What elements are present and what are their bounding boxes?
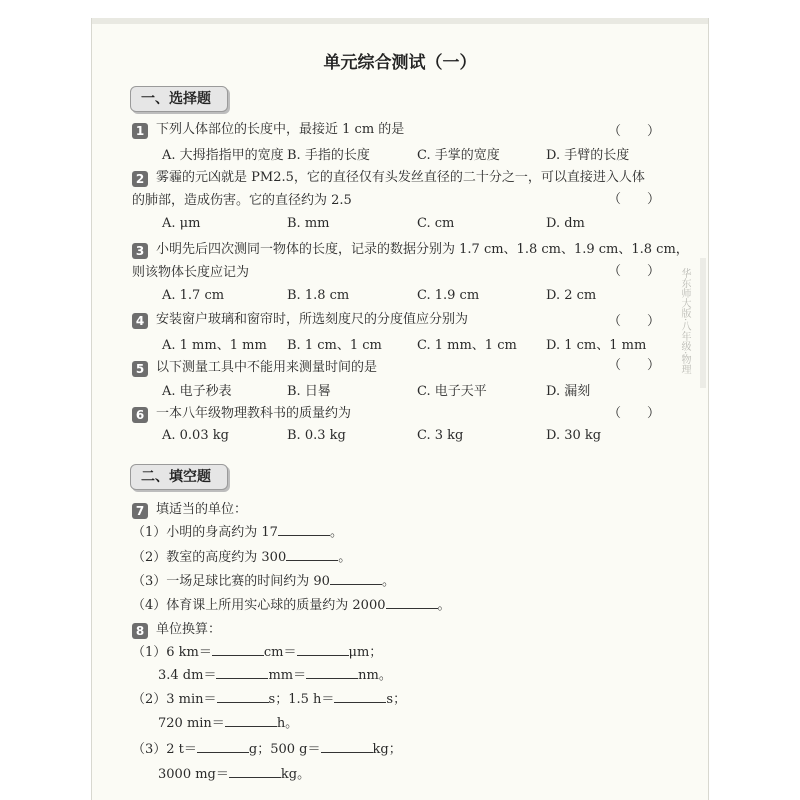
question-text: 安装窗户玻璃和窗帘时，所选刻度尺的分度值应分别为	[156, 312, 469, 327]
worksheet-page	[92, 18, 708, 800]
answer-blank[interactable]	[278, 523, 330, 536]
convert-text: （2）3 min＝	[132, 692, 217, 707]
question-5	[132, 358, 377, 378]
answer-blank[interactable]	[306, 666, 358, 679]
option-c: C. 3 kg	[417, 428, 464, 443]
option-b: B. 日晷	[287, 384, 331, 399]
answer-paren: （ ）	[608, 124, 661, 139]
convert-line-4	[158, 714, 298, 734]
section-choice-heading: 一、选择题	[130, 86, 228, 112]
convert-text: kg。	[280, 767, 311, 782]
question-4	[132, 310, 468, 330]
question-7	[132, 500, 247, 520]
answer-blank[interactable]	[297, 643, 349, 656]
question-number: 4	[132, 313, 148, 329]
convert-text: 720 min＝	[158, 716, 225, 731]
question-text: 下列人体部位的长度中，最接近 1 cm 的是	[156, 122, 405, 137]
question-text: 单位换算：	[156, 622, 222, 637]
question-2	[132, 168, 645, 188]
page-edge-strip	[700, 258, 706, 388]
answer-blank[interactable]	[321, 740, 373, 753]
fill-item-1	[132, 523, 343, 543]
convert-line-5	[132, 740, 402, 760]
convert-text: s；	[386, 692, 407, 707]
fill-text: （3）一场足球比赛的时间约为 90	[132, 574, 330, 589]
option-c: C. 1 mm、1 cm	[417, 338, 517, 353]
period: 。	[329, 525, 343, 540]
question-number: 7	[132, 503, 148, 519]
convert-text: nm。	[358, 668, 392, 683]
option-c: C. cm	[417, 216, 455, 231]
answer-blank[interactable]	[386, 596, 438, 609]
convert-text: （1）6 km＝	[132, 645, 212, 660]
option-a: A. 电子秒表	[162, 384, 232, 399]
convert-line-1	[132, 643, 382, 663]
convert-line-2	[158, 666, 392, 686]
convert-line-6	[158, 765, 310, 785]
option-b: B. 1.8 cm	[287, 288, 350, 303]
option-c: C. 1.9 cm	[417, 288, 480, 303]
convert-line-3	[132, 690, 406, 710]
option-b: B. 1 cm、1 cm	[287, 338, 382, 353]
question-number: 1	[132, 123, 148, 139]
answer-paren: （ ）	[608, 264, 661, 279]
question-6	[132, 404, 351, 424]
option-a: A. 0.03 kg	[162, 428, 229, 443]
period: 。	[437, 598, 451, 613]
answer-paren: （ ）	[608, 406, 661, 421]
fill-item-4	[132, 596, 451, 616]
option-d: D. 1 cm、1 mm	[546, 338, 647, 353]
convert-text: cm＝	[263, 645, 297, 660]
top-strip	[92, 18, 708, 24]
convert-text: s；1.5 h＝	[268, 692, 335, 707]
answer-paren: （ ）	[608, 358, 661, 373]
convert-text: mm＝	[268, 668, 307, 683]
convert-text: 3000 mg＝	[158, 767, 229, 782]
convert-text: g；500 g＝	[248, 742, 321, 757]
question-text-cont: 则该物体长度应记为	[132, 265, 250, 280]
convert-text: μm；	[348, 645, 383, 660]
side-margin-text: 华东师大版·八年级·物理	[679, 268, 690, 375]
option-a: A. 1.7 cm	[162, 288, 225, 303]
option-d: D. dm	[546, 216, 585, 231]
fill-text: （4）体育课上所用实心球的质量约为 2000	[132, 598, 386, 613]
convert-text: （3）2 t＝	[132, 742, 197, 757]
answer-blank[interactable]	[330, 572, 382, 585]
answer-blank[interactable]	[225, 714, 277, 727]
question-8	[132, 620, 221, 640]
option-d: D. 2 cm	[546, 288, 597, 303]
question-text-cont: 的肺部，造成伤害。它的直径约为 2.5	[132, 193, 352, 208]
fill-text: （1）小明的身高约为 17	[132, 525, 278, 540]
question-text: 一本八年级物理教科书的质量约为	[156, 406, 352, 421]
section-fill-heading: 二、填空题	[130, 464, 228, 490]
option-c: C. 电子天平	[417, 384, 487, 399]
answer-blank[interactable]	[197, 740, 249, 753]
answer-paren: （ ）	[608, 314, 661, 329]
question-number: 3	[132, 243, 148, 259]
option-b: B. 0.3 kg	[287, 428, 346, 443]
question-number: 8	[132, 623, 148, 639]
question-text: 小明先后四次测同一物体的长度，记录的数据分别为 1.7 cm、1.8 cm、1.9 cm、1.8 cm，	[156, 242, 689, 257]
question-text: 以下测量工具中不能用来测量时间的是	[156, 360, 378, 375]
question-1	[132, 120, 404, 140]
option-c: C. 手掌的宽度	[417, 148, 500, 163]
period: 。	[381, 574, 395, 589]
option-a: A. 大拇指指甲的宽度	[162, 148, 284, 163]
answer-paren: （ ）	[608, 192, 661, 207]
answer-blank[interactable]	[334, 690, 386, 703]
period: 。	[338, 550, 352, 565]
answer-blank[interactable]	[216, 666, 268, 679]
fill-text: （2）教室的高度约为 300	[132, 550, 287, 565]
question-number: 6	[132, 407, 148, 423]
question-number: 2	[132, 171, 148, 187]
option-d: D. 30 kg	[546, 428, 602, 443]
question-text: 雾霾的元凶就是 PM2.5，它的直径仅有头发丝直径的二十分之一，可以直接进入人体	[156, 170, 645, 185]
convert-text: 3.4 dm＝	[158, 668, 217, 683]
option-d: D. 漏刻	[546, 384, 591, 399]
question-number: 5	[132, 361, 148, 377]
answer-blank[interactable]	[217, 690, 269, 703]
fill-item-3	[132, 572, 395, 592]
answer-blank[interactable]	[286, 548, 338, 561]
fill-item-2	[132, 548, 351, 568]
option-b: B. 手指的长度	[287, 148, 370, 163]
answer-blank[interactable]	[229, 765, 281, 778]
option-b: B. mm	[287, 216, 330, 231]
option-a: A. 1 mm、1 mm	[162, 338, 267, 353]
option-a: A. μm	[162, 216, 201, 231]
convert-text: h。	[276, 716, 299, 731]
question-text: 填适当的单位：	[156, 502, 248, 517]
convert-text: kg；	[372, 742, 402, 757]
question-3	[132, 240, 689, 260]
page-title: 单元综合测试（一）	[323, 53, 477, 73]
answer-blank[interactable]	[212, 643, 264, 656]
option-d: D. 手臂的长度	[546, 148, 630, 163]
